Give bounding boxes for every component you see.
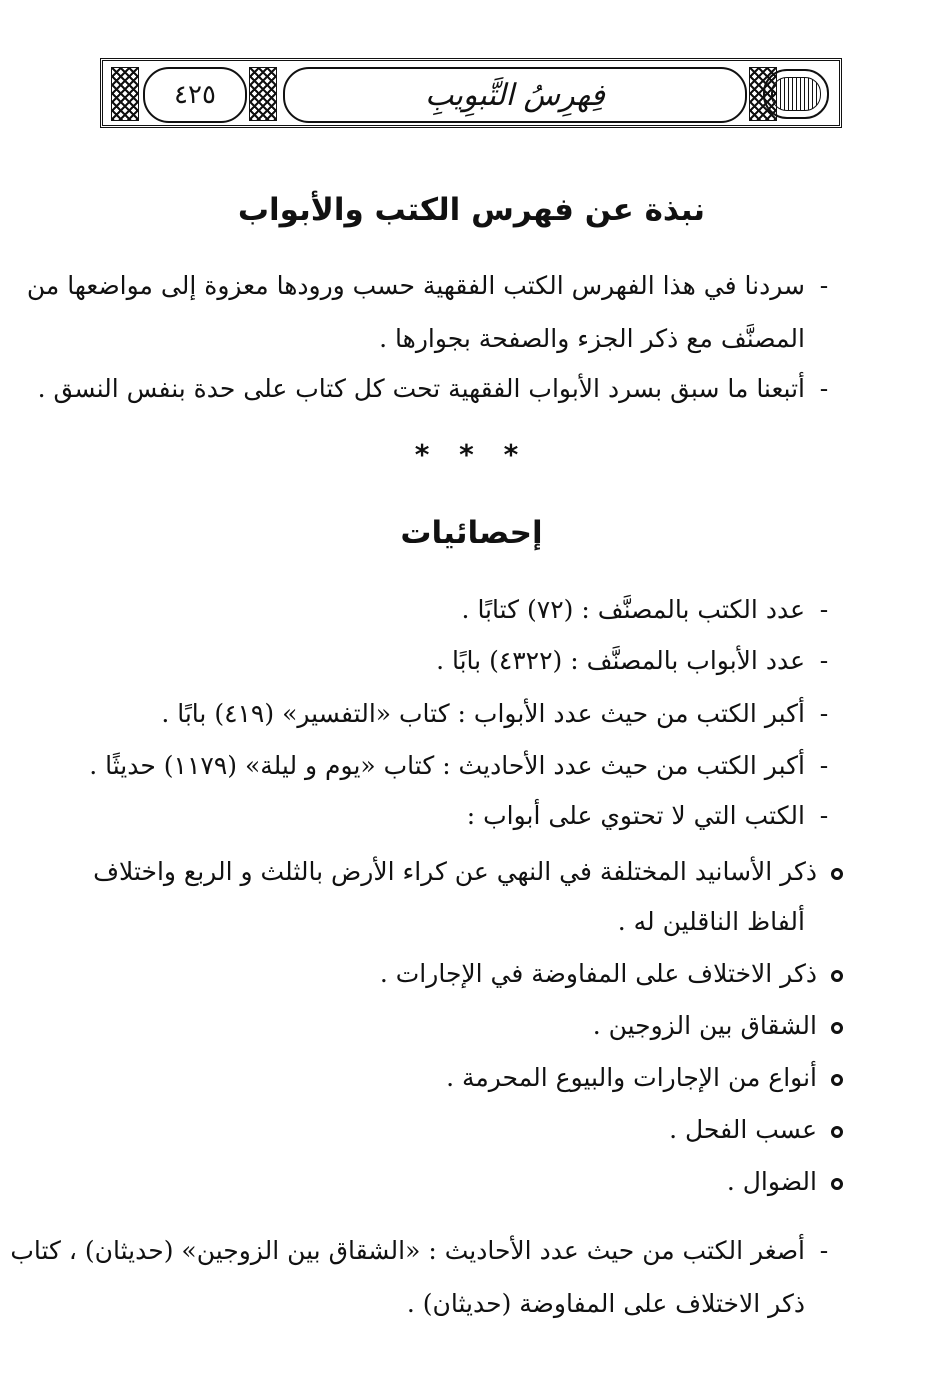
stat-item: -أكبر الكتب من حيث عدد الأبواب : كتاب «التفسير» (٤١٩) بابًا .: [161, 699, 829, 728]
page-number: ٤٢٥: [174, 80, 216, 110]
list-item-line: -أتبعنا ما سبق بسرد الأبواب الفقهية تحت كل كتاب على حدة بنفس النسق .: [37, 374, 829, 403]
stat-item-smallest: -أصغر الكتب من حيث عدد الأحاديث : «الشقاق بين الزوجين» (حديثان) ، كتاب: [10, 1236, 829, 1265]
circle-bullet-icon: [831, 868, 843, 880]
page-number-frame: [143, 67, 247, 123]
ornament-left: [111, 67, 139, 121]
running-title: فِهرِسُ التَّبوِيبِ: [425, 77, 605, 113]
list-item-line: المصنَّف مع ذكر الجزء والصفحة بجوارها .: [379, 324, 805, 353]
circle-bullet-icon: [831, 1126, 843, 1138]
no-chapter-book-item: ذكر الأسانيد المختلفة في النهي عن كراء الأرض بالثلث و الربع واختلاف: [83, 856, 843, 888]
no-chapter-book-item: ذكر الاختلاف على المفاوضة في الإجارات .: [83, 958, 843, 990]
stat-item: -عدد الكتب بالمصنَّف : (٧٢) كتابًا .: [461, 595, 829, 624]
no-chapter-book-item: أنواع من الإجارات والبيوع المحرمة .: [83, 1062, 843, 1094]
stat-item: -عدد الأبواب بالمصنَّف : (٤٣٢٢) بابًا .: [436, 646, 829, 675]
running-title-frame: [283, 67, 747, 123]
ornament-left-inner: [249, 67, 277, 121]
circle-bullet-icon: [831, 1178, 843, 1190]
no-chapter-book-item: الضوال .: [83, 1166, 843, 1198]
stat-item-smallest-cont: ذكر الاختلاف على المفاوضة (حديثان) .: [406, 1289, 805, 1318]
circle-bullet-icon: [831, 1074, 843, 1086]
section-title-statistics: إحصائيات: [400, 515, 543, 551]
no-chapter-book-item: عسب الفحل .: [83, 1114, 843, 1146]
stat-item: -أكبر الكتب من حيث عدد الأحاديث : كتاب «يوم و ليلة» (١١٧٩) حديثًا .: [89, 751, 829, 780]
page-header: [100, 58, 842, 128]
section-separator: * * *: [414, 438, 529, 471]
stat-item: -الكتب التي لا تحتوي على أبواب :: [466, 801, 829, 830]
section-title-index-overview: نبذة عن فهرس الكتب والأبواب: [237, 192, 706, 228]
no-chapter-book-item-cont: ألفاظ الناقلين له .: [617, 907, 805, 936]
circle-bullet-icon: [831, 970, 843, 982]
no-chapter-book-item: الشقاق بين الزوجين .: [83, 1010, 843, 1042]
list-item-line: -سردنا في هذا الفهرس الكتب الفقهية حسب ورودها معزوة إلى مواضعها من: [26, 271, 829, 300]
publisher-logo-icon: [763, 69, 829, 119]
circle-bullet-icon: [831, 1022, 843, 1034]
